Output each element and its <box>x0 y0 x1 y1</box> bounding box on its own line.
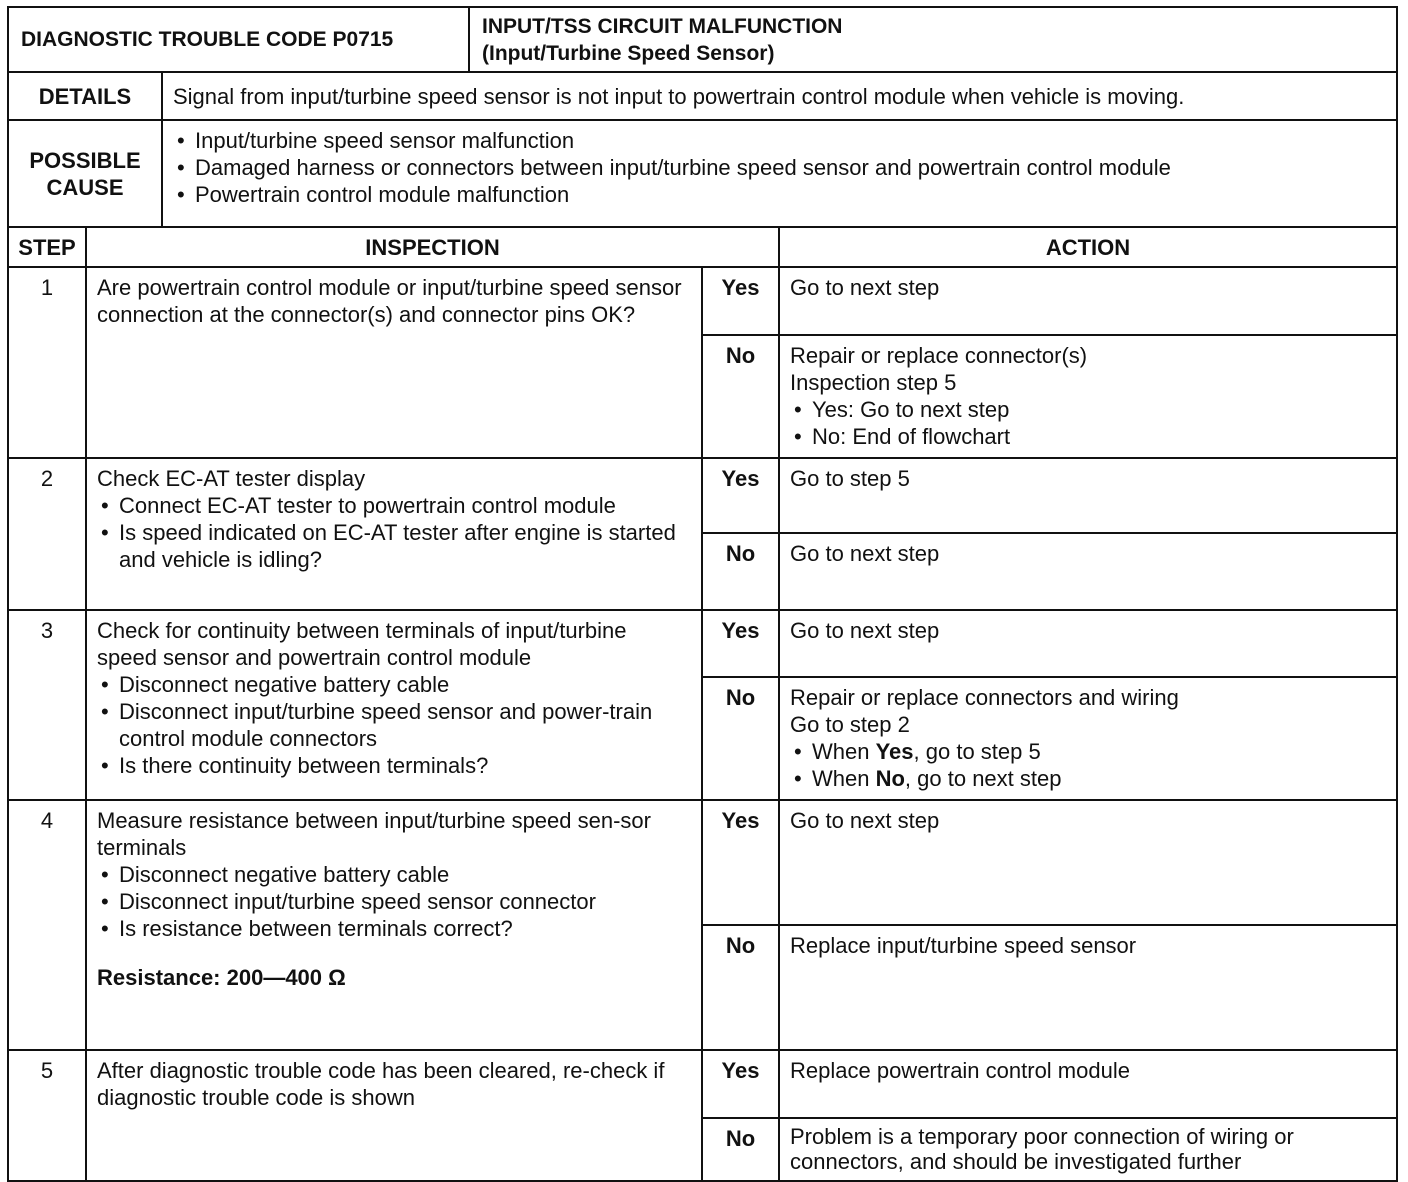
dtc-title-line1: INPUT/TSS CIRCUIT MALFUNCTION <box>482 14 843 38</box>
no-action-line: Repair or replace connector(s) <box>790 343 1088 368</box>
inspection-list <box>97 492 691 573</box>
dtc-title-cell <box>469 7 1397 72</box>
list-item: • Disconnect negative battery cable <box>97 671 691 698</box>
action-column-header: ACTION <box>779 227 1397 267</box>
list-item: • Disconnect negative battery cable <box>97 861 691 888</box>
list-item: • Disconnect input/turbine speed sensor connector <box>97 888 691 915</box>
list-item: • No: End of flowchart <box>790 423 1386 450</box>
list-item: • Damaged harness or connectors between input/turbine speed sensor and powertrain control module <box>173 154 1386 181</box>
step-number: 5 <box>8 1050 86 1181</box>
step-inspection <box>86 610 702 800</box>
dtc-code-cell <box>8 7 469 72</box>
yes-label: Yes <box>702 610 779 677</box>
no-action <box>779 335 1397 458</box>
no-action-list <box>790 396 1386 450</box>
inspection-column-header: INSPECTION <box>86 227 779 267</box>
no-action-line: Repair or replace connectors and wiring <box>790 685 1179 710</box>
list-item: • Input/turbine speed sensor malfunction <box>173 127 1386 154</box>
step-inspection: Are powertrain control module or input/turbine speed sensor connection at the connector(s) and connector pins OK? <box>86 267 702 458</box>
inspection-list <box>97 861 691 942</box>
list-item: • Yes: Go to next step <box>790 396 1386 423</box>
list-item: • Is resistance between terminals correct? <box>97 915 691 942</box>
step-number: 3 <box>8 610 86 800</box>
no-action: Replace input/turbine speed sensor <box>779 925 1397 1050</box>
step-column-header: STEP <box>8 227 86 267</box>
step-number: 2 <box>8 458 86 610</box>
list-item: • Is there continuity between terminals? <box>97 752 691 779</box>
header-table <box>7 6 1398 73</box>
list-item: • When No, go to next step <box>790 765 1386 792</box>
step-inspection <box>86 458 702 610</box>
no-action: Problem is a temporary poor connection of wiring or connectors, and should be investigated further <box>779 1118 1397 1181</box>
yes-action: Go to next step <box>779 800 1397 925</box>
no-action-list <box>790 738 1386 792</box>
steps-table <box>7 226 1398 1182</box>
list-item: • Is speed indicated on EC-AT tester after engine is started and vehicle is idling? <box>97 519 691 573</box>
yes-label: Yes <box>702 800 779 925</box>
yes-action: Go to next step <box>779 267 1397 335</box>
step-number: 4 <box>8 800 86 1050</box>
list-item: • Powertrain control module malfunction <box>173 181 1386 208</box>
table-row <box>8 610 1397 677</box>
table-row <box>8 458 1397 533</box>
table-row <box>8 267 1397 335</box>
details-table <box>7 71 1398 228</box>
yes-action: Go to step 5 <box>779 458 1397 533</box>
resistance-spec: Resistance: 200—400 Ω <box>97 965 346 990</box>
diagnostic-document <box>7 6 1398 1182</box>
no-label: No <box>702 335 779 458</box>
yes-label: Yes <box>702 1050 779 1118</box>
yes-label: Yes <box>702 458 779 533</box>
table-row <box>8 800 1397 925</box>
yes-label: Yes <box>702 267 779 335</box>
no-label: No <box>702 677 779 800</box>
yes-action: Go to next step <box>779 610 1397 677</box>
inspection-text: Measure resistance between input/turbine speed sen-sor terminals <box>97 808 651 860</box>
no-action-line: Inspection step 5 <box>790 370 957 395</box>
list-item: • Disconnect input/turbine speed sensor and power-train control module connectors <box>97 698 691 752</box>
possible-cause-label <box>8 120 162 227</box>
possible-cause-list-cell <box>162 120 1397 227</box>
no-label: No <box>702 1118 779 1181</box>
details-label: DETAILS <box>8 72 162 120</box>
list-item: • Connect EC-AT tester to powertrain control module <box>97 492 691 519</box>
details-text: Signal from input/turbine speed sensor is not input to powertrain control module when vehicle is moving. <box>162 72 1397 120</box>
inspection-list <box>97 671 691 779</box>
yes-action: Replace powertrain control module <box>779 1050 1397 1118</box>
table-row <box>8 1050 1397 1118</box>
step-inspection <box>86 800 702 1050</box>
dtc-title-line2: (Input/Turbine Speed Sensor) <box>482 41 775 65</box>
step-number: 1 <box>8 267 86 458</box>
inspection-text: Check EC-AT tester display <box>97 466 366 491</box>
possible-cause-label-line1: POSSIBLE <box>29 147 141 173</box>
no-label: No <box>702 925 779 1050</box>
no-action <box>779 677 1397 800</box>
list-item: • When Yes, go to step 5 <box>790 738 1386 765</box>
inspection-text: Check for continuity between terminals of input/turbine speed sensor and powertrain control module <box>97 618 627 670</box>
possible-cause-label-line2: CAUSE <box>46 174 124 200</box>
no-action-line: Go to step 2 <box>790 712 910 737</box>
no-action: Go to next step <box>779 533 1397 610</box>
step-inspection: After diagnostic trouble code has been cleared, re-check if diagnostic trouble code is shown <box>86 1050 702 1181</box>
possible-cause-list <box>173 127 1386 208</box>
no-label: No <box>702 533 779 610</box>
dtc-code-label: DIAGNOSTIC TROUBLE CODE P0715 <box>21 28 394 51</box>
